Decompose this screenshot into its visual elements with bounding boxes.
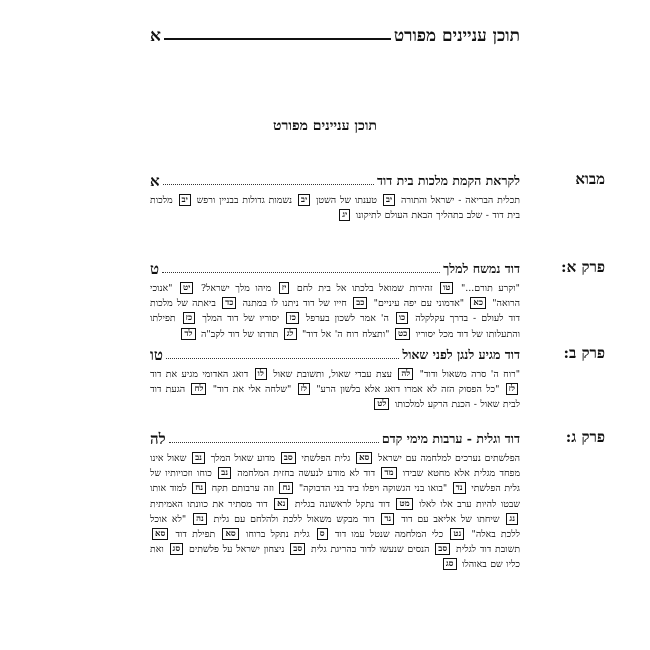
toc-subitem-page: סג bbox=[443, 558, 457, 570]
toc-subitem[interactable] bbox=[177, 195, 293, 206]
toc-subitem[interactable] bbox=[216, 468, 375, 479]
toc-subitem-page: נג bbox=[506, 513, 518, 525]
chapter-title: דוד וגלית - ערבות מימי קדם bbox=[381, 431, 520, 446]
toc-subitem-text: "רוח ה' סרה משאול ודוד" bbox=[419, 369, 521, 380]
toc-subitem[interactable] bbox=[190, 453, 275, 464]
running-header-title: תוכן עניינים מפורט bbox=[393, 26, 520, 46]
toc-subitem[interactable] bbox=[179, 329, 278, 340]
toc-subitem-text: עצת עבדי שאול, ותשובת שאול bbox=[273, 369, 392, 380]
toc-subitem-page: נא bbox=[274, 498, 288, 510]
toc-subitem-text: תשובת דוד לגלית bbox=[456, 544, 521, 556]
chapter-2 bbox=[150, 344, 605, 413]
toc-subitem[interactable] bbox=[220, 529, 309, 540]
dot-leader bbox=[169, 442, 379, 443]
toc-subitem-text: חייו של דוד ניתנו לו במתנה bbox=[242, 298, 347, 310]
toc-subitem-page: לט bbox=[374, 398, 389, 410]
toc-subitem[interactable] bbox=[284, 313, 389, 324]
toc-subitem[interactable] bbox=[379, 514, 499, 525]
toc-subitem-page: נב bbox=[192, 452, 205, 464]
toc-subitem-text: למוד אותו שבטו להיות ערב אלו לאלו bbox=[150, 483, 521, 510]
toc-subitem-page: סב bbox=[281, 452, 296, 464]
toc-subitem[interactable] bbox=[178, 283, 271, 294]
toc-subitem-page: נח bbox=[279, 482, 293, 494]
chapter-title: דוד מגיע לנגן לפני שאול bbox=[402, 347, 520, 362]
chapter-items bbox=[150, 193, 520, 223]
running-header-rule bbox=[164, 38, 391, 40]
toc-subitem-page: לז bbox=[506, 383, 518, 395]
toc-subitem[interactable] bbox=[282, 329, 390, 340]
toc-subitem-page: סב bbox=[290, 543, 305, 555]
toc-subitem-text: זהירות שמואל בלכתו אל בית לחם bbox=[296, 283, 433, 294]
chapter-label: פרק א: bbox=[561, 258, 605, 276]
toc-subitem[interactable] bbox=[433, 544, 520, 555]
chapter-items bbox=[150, 281, 520, 342]
toc-subitem-text: ביאתה של מלכות דוד לעולם - בדרך עקלקלה bbox=[150, 298, 520, 325]
toc-subitem[interactable] bbox=[315, 529, 443, 540]
toc-subitem-page: טו bbox=[440, 282, 453, 294]
chapter-label: מבוא bbox=[575, 170, 605, 188]
toc-subitem-page: לד bbox=[181, 328, 195, 340]
toc-subitem[interactable] bbox=[277, 483, 447, 494]
toc-subitem-text: הפלשתים נערכים למלחמה עם ישראל bbox=[378, 453, 520, 464]
toc-subitem-page: כז bbox=[183, 312, 196, 324]
toc-subitem[interactable] bbox=[220, 298, 347, 309]
toc-subitem-page: נד bbox=[381, 513, 394, 525]
toc-subitem-text: תפילת דוד bbox=[175, 529, 216, 541]
toc-subitem[interactable] bbox=[288, 544, 429, 555]
toc-subitem-text: הנסים שנעשו לדוד בהריגת גלית bbox=[311, 544, 430, 556]
toc-subitem[interactable] bbox=[396, 369, 520, 380]
toc-subitem-text: ואת כליו שם באוהלו bbox=[150, 544, 520, 571]
toc-subitem-page: לג bbox=[284, 328, 297, 340]
toc-subitem-page: לח bbox=[191, 383, 206, 395]
toc-subitem-text: גלית נתקל ברוחו bbox=[245, 529, 310, 541]
toc-subitem-page: יב bbox=[383, 194, 395, 206]
toc-subitem-page: ס bbox=[317, 528, 328, 540]
toc-subitem-page: נט bbox=[450, 528, 464, 540]
toc-subitem[interactable] bbox=[296, 384, 500, 395]
toc-subitem-text: יסוריו של דוד המלך bbox=[202, 313, 280, 325]
running-header-page-number: א bbox=[150, 26, 161, 46]
toc-subitem-text: "שלחה אלי את דוד" bbox=[212, 384, 292, 396]
toc-subitem-page: כז bbox=[286, 312, 299, 324]
toc-subitem-page: כט bbox=[395, 328, 410, 340]
toc-subitem-text: דוד מסתיר את כוונתו האמיתית bbox=[150, 498, 268, 510]
toc-subitem[interactable] bbox=[190, 483, 274, 494]
toc-subitem-text: טענתו של השטן bbox=[316, 195, 377, 206]
toc-subitem[interactable] bbox=[296, 195, 377, 206]
chapter-page-number: טו bbox=[150, 346, 163, 364]
running-header bbox=[150, 18, 520, 46]
toc-subitem[interactable] bbox=[191, 514, 374, 525]
toc-subitem-page: יב bbox=[179, 194, 191, 206]
toc-subitem[interactable] bbox=[381, 195, 520, 206]
chapter-heading[interactable] bbox=[150, 428, 520, 447]
toc-subitem-text: שיחתו של אליאב עם דוד bbox=[401, 513, 500, 525]
toc-subitem-page: סא bbox=[356, 452, 372, 464]
toc-subitem[interactable] bbox=[438, 283, 520, 294]
toc-subitem-page: כו bbox=[396, 312, 408, 324]
toc-subitem-text: תודתו של דוד לקב"ה bbox=[200, 328, 279, 340]
toc-subitem-text: "וקרע תורם..." bbox=[460, 283, 520, 294]
toc-subitem-page: כד bbox=[222, 297, 236, 309]
toc-subitem-text: הגעת דוד לבית שאול - הכנת הרקע למלכותו bbox=[150, 384, 520, 411]
chapter-page-number: א bbox=[150, 172, 160, 190]
toc-subitem-page: לה bbox=[398, 368, 413, 380]
toc-subitem-text: ניצחון ישראל על פלשתים bbox=[189, 544, 285, 556]
chapter-items bbox=[150, 451, 520, 573]
dot-leader bbox=[166, 358, 399, 359]
dot-leader bbox=[162, 272, 440, 273]
chapter-title: לקראת הקמת מלכות בית דוד bbox=[377, 173, 520, 188]
toc-subitem-page: יב bbox=[298, 194, 310, 206]
toc-subitem-text: שאול אינו מפחד מגלית אלא מחטא שבידו bbox=[150, 453, 521, 480]
toc-subitem[interactable] bbox=[354, 453, 520, 464]
toc-subitem-text: "לא אוכל ללכת באלה" bbox=[150, 513, 521, 541]
toc-subitem-text: מלכות בית דוד - שלב בתהליך הבאת העולם לתיקונו bbox=[150, 195, 520, 222]
toc-subitem-text: "בואו בני הגשוקה ויפלו ביד בני הדבוקה" bbox=[298, 483, 448, 495]
toc-subitem-page: כב bbox=[353, 297, 367, 309]
toc-subitem-page: נב bbox=[218, 467, 231, 479]
chapter-1 bbox=[150, 258, 605, 342]
toc-subitem[interactable] bbox=[189, 384, 291, 395]
toc-subitem-text: כלי המלחמה שנטל עמו דוד bbox=[334, 529, 444, 541]
toc-subitem-text: דוד נתקל לראשונה בגלית bbox=[294, 498, 390, 510]
toc-subitem[interactable] bbox=[277, 283, 433, 294]
toc-subitem[interactable] bbox=[168, 544, 285, 555]
toc-subitem-page: לז bbox=[298, 383, 310, 395]
toc-subitem-page: סא bbox=[152, 528, 168, 540]
toc-subitem[interactable] bbox=[181, 313, 280, 324]
toc-subitem[interactable] bbox=[272, 499, 390, 510]
toc-subitem-text: מיהו מלך ישראל? bbox=[200, 283, 272, 294]
chapter-page-number: ט bbox=[150, 260, 160, 278]
toc-subitem-text: "כל הפסוק הזה לא אמרו דואג אלא בלשון הרע" bbox=[316, 384, 500, 396]
toc-subitem-page: סב bbox=[435, 543, 450, 555]
page-title: תוכן עניינים מפורט bbox=[273, 118, 377, 134]
toc-subitem-text: נשמות גדולות בבניין ורפש bbox=[196, 195, 293, 206]
toc-subitem-text: תפילתו והתעלותו של דוד מכל יסוריו bbox=[150, 313, 520, 340]
toc-subitem-text: "אדמוני עם יפה עיניים" bbox=[373, 298, 465, 310]
toc-subitem-page: יז bbox=[279, 282, 290, 294]
toc-subitem-text: ה' אמר לשכון בערפל bbox=[305, 313, 389, 325]
chapter-label: פרק ג: bbox=[565, 428, 605, 446]
toc-subitem-page: מט bbox=[396, 498, 412, 510]
toc-subitem-text: גלית הפלשתי bbox=[301, 453, 351, 464]
chapter-heading[interactable] bbox=[150, 258, 520, 277]
chapter-heading[interactable] bbox=[150, 170, 520, 189]
toc-subitem-page: נד bbox=[453, 482, 466, 494]
toc-subitem-text: דוד מבקש משאול ללכת ולהלחם עם גלית bbox=[213, 513, 375, 525]
chapter-title: דוד נמשח למלך bbox=[443, 261, 520, 276]
chapter-page-number: לה bbox=[150, 430, 166, 448]
chapter-label: פרק ב: bbox=[563, 344, 605, 362]
toc-subitem[interactable] bbox=[150, 529, 215, 540]
toc-subitem-page: יט bbox=[180, 282, 193, 294]
toc-subitem-text: מדוע שאול המלך bbox=[210, 453, 275, 464]
toc-subitem-text: "ותצלח רוח ה' אל דוד" bbox=[302, 328, 390, 340]
chapter-heading[interactable] bbox=[150, 344, 520, 363]
toc-subitem-page: נח bbox=[192, 482, 206, 494]
dot-leader bbox=[163, 184, 374, 185]
chapter-intro bbox=[150, 170, 605, 223]
toc-subitem-page: מד bbox=[381, 467, 396, 479]
toc-subitem-text: דואג האדומי מגיע את דוד bbox=[150, 369, 249, 380]
toc-subitem[interactable] bbox=[253, 369, 392, 380]
toc-subitem-page: לו bbox=[255, 368, 267, 380]
toc-subitem[interactable] bbox=[351, 298, 464, 309]
toc-subitem-text: וזה ערבותם תקח bbox=[211, 483, 274, 495]
toc-subitem-page: כא bbox=[470, 297, 486, 309]
toc-subitem-page: סג bbox=[170, 543, 184, 555]
toc-subitem-text: "אנוכי הרואה" bbox=[150, 283, 520, 310]
chapter-3 bbox=[150, 428, 605, 573]
toc-subitem-text: תכלית הבריאה - ישראל והתורה bbox=[400, 195, 520, 206]
toc-subitem-page: סא bbox=[222, 528, 238, 540]
toc-subitem[interactable] bbox=[279, 453, 351, 464]
toc-subitem-text: דוד לא מודע לנעשה בחזית המלחמה bbox=[237, 468, 376, 480]
toc-subitem-page: נה bbox=[193, 513, 207, 525]
toc-subitem-text: כוחו וזכויותיו של גלית הפלשתי bbox=[150, 468, 520, 495]
chapter-items bbox=[150, 367, 520, 413]
toc-subitem-page: יג bbox=[339, 209, 350, 221]
